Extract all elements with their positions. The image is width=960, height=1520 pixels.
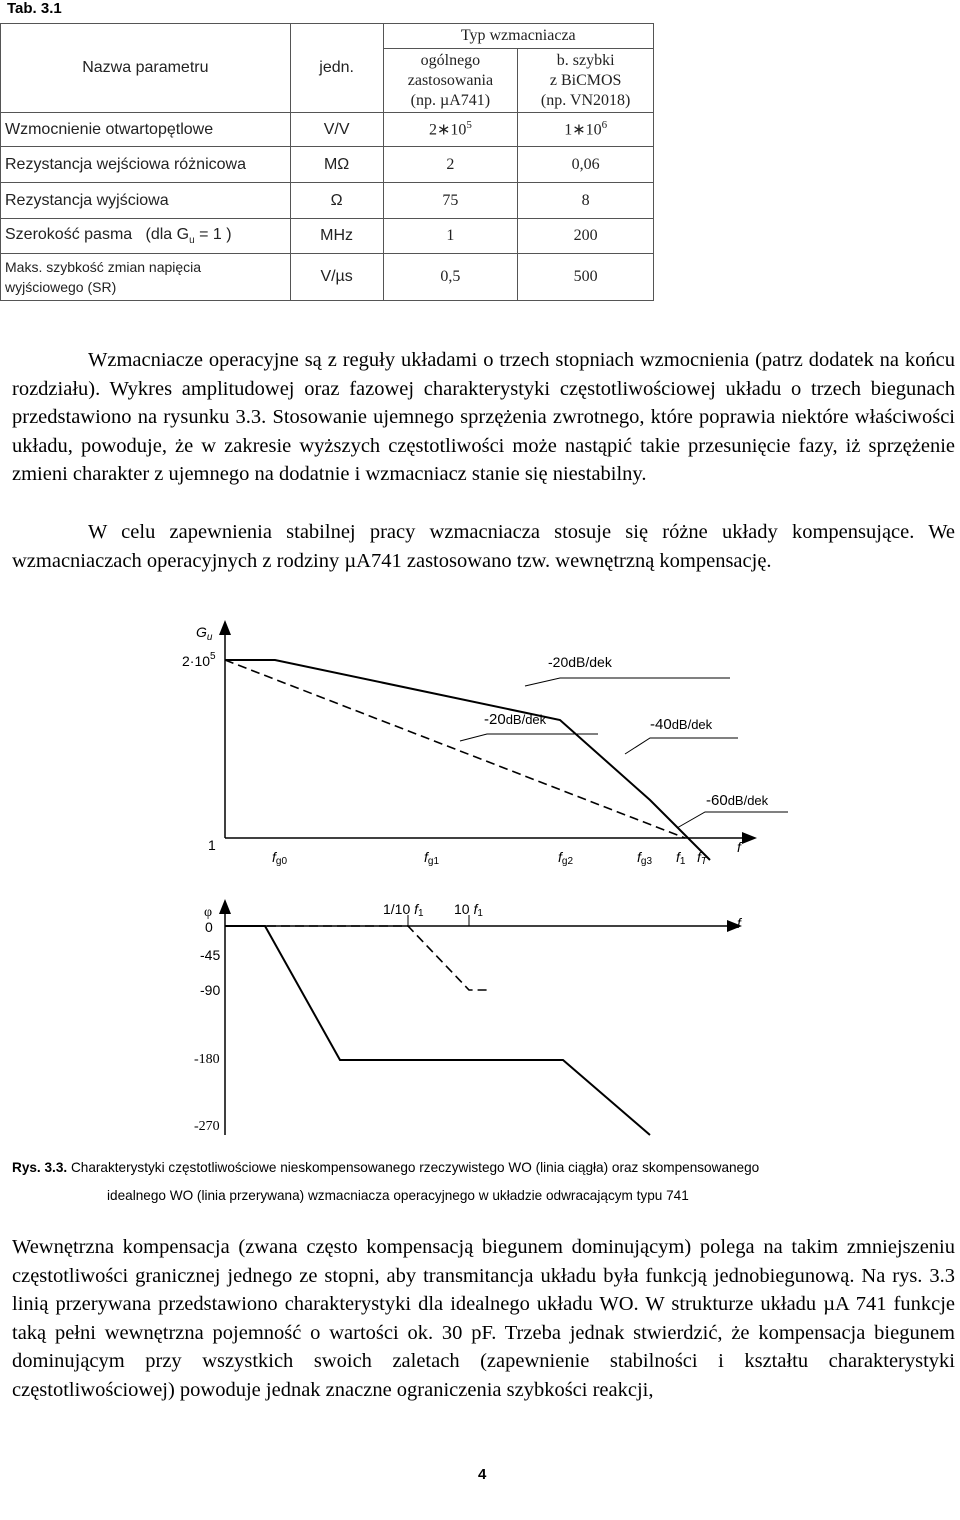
compensated-phase-curve (225, 926, 490, 990)
amplitude-f-axis-label: f (737, 839, 741, 855)
caption-line-1: Charakterystyki częstotliwościowe nieskompensowanego rzeczywistego WO (linia ciągła) oraz skompensowanego (67, 1160, 760, 1175)
gain-top-label: $2\cdot 10^5$ (182, 651, 216, 669)
table-row: Maks. szybkość zmian napięcia wyjściowego (SR) V/µs 0,5 500 (1, 254, 654, 301)
header-unit: jedn. (290, 24, 383, 113)
phase-f-axis-label: f (737, 915, 741, 931)
slope-20-mid-label: -20dB/dek (484, 711, 547, 728)
fg1-label: fg1 (424, 849, 440, 867)
table-row: Wzmocnienie otwartopętlowe V/V $2∗10^5$ $1∗10^6$ (1, 113, 654, 147)
slope-40-label: -40dB/dek (650, 716, 713, 733)
table-row: Szerokość pasma (dla $G_u = 1$ ) MHz 1 200 (1, 219, 654, 254)
caption-line-2: idealnego WO (linia przerywana) wzmacniacza operacyjnego w układzie odwracającym typu 741 (107, 1188, 689, 1203)
phase-0-label: 0 (205, 919, 213, 935)
table-row: Rezystancja wyjściowa Ω 75 8 (1, 183, 654, 219)
phase-180-label: -180 (194, 1052, 220, 1067)
tenth-f1-label: 1/10 f1 (383, 901, 424, 919)
table-row: Rezystancja wejściowa różnicowa MΩ 2 0,06 (1, 147, 654, 183)
paragraph-1: Wzmacniacze operacyjne są z reguły układami o trzech stopniach wzmocnienia (patrz dodatek na końcu rozdziału). Wykres amplitudowej oraz fazowej charakterystyki częstotliwościowej układu o trzech biegunach przedstawiono na rysunku 3.3. Stosowanie ujemnego sprzężenia zwrotnego, które poprawia niektóre właściwości układu, powoduje, że w zakresie wyższych częstotliwości może nastąpić takie przesunięcie fazy, iż sprzężenie zmieni charakter z ujemnego na dodatnie i wzmacniacz stanie się niestabilny. (12, 349, 955, 486)
ten-f1-label: 10 f1 (454, 901, 483, 919)
fg2-label: fg2 (558, 849, 574, 867)
paragraph-3: Wewnętrzna kompensacja (zwana często kompensacją biegunem dominującym) polega na takim zmniejszeniu częstotliwości granicznej jednego ze stopni, aby transmitancja układu była funkcją jednobiegunową. Na rys. 3.3 linią przerywana przedstawiono charakterystyki dla idealnego układu WO. W strukturze układu µA 741 funkcje taką pełni wewnętrzna pojemność o wartości ok. 30 pF. Trzeba jednak stwierdzić, że kompensacja biegunem dominującym przy wszystkich swoich zaletach (zapewnienie stabilności i kształtu charakterystyki częstotliwościowej) powoduje jednak znaczne ograniczenia szybkości reakcji, (12, 1236, 955, 1401)
header-amp-type: Typ wzmacniacza (383, 24, 654, 49)
fg3-label: fg3 (637, 849, 653, 867)
uncompensated-gain-curve (225, 660, 710, 860)
header-param-name: Nazwa parametru (1, 24, 291, 113)
compensated-gain-curve (225, 660, 685, 838)
paragraph-2: W celu zapewnienia stabilnej pracy wzmacniacza stosuje się różne układy kompensujące. We wzmacniaczach operacyjnych z rodziny µA741 zastosowano tzw. wewnętrzną kompensację. (12, 521, 955, 572)
phase-270-label: -270 (194, 1119, 220, 1134)
page-number: 4 (478, 1466, 487, 1483)
gain-one-label: 1 (208, 837, 216, 853)
phase-90-label: -90 (200, 982, 221, 998)
gu-axis-label: $G_u$ (196, 624, 213, 643)
table-label: Tab. 3.1 (7, 0, 62, 17)
f1-label: f1 (676, 849, 686, 867)
slope-60-label: -60dB/dek (706, 792, 769, 809)
phi-axis-label: φ (204, 905, 213, 920)
fg0-label: fg0 (272, 849, 288, 867)
slope-20-top-label: -20dB/dek (548, 654, 612, 670)
phase-45-label: -45 (200, 947, 221, 963)
ft-label: fT (697, 849, 707, 867)
frequency-response-diagram (0, 610, 960, 1150)
header-fast-bicmos: b. szybki z BiCMOS (np. VN2018) (518, 49, 654, 113)
figure-caption (12, 1154, 957, 1210)
parameter-table (0, 23, 654, 301)
caption-label: Rys. 3.3. (12, 1160, 68, 1175)
header-general-purpose: ogólnego zastosowania (np. µA741) (383, 49, 518, 113)
